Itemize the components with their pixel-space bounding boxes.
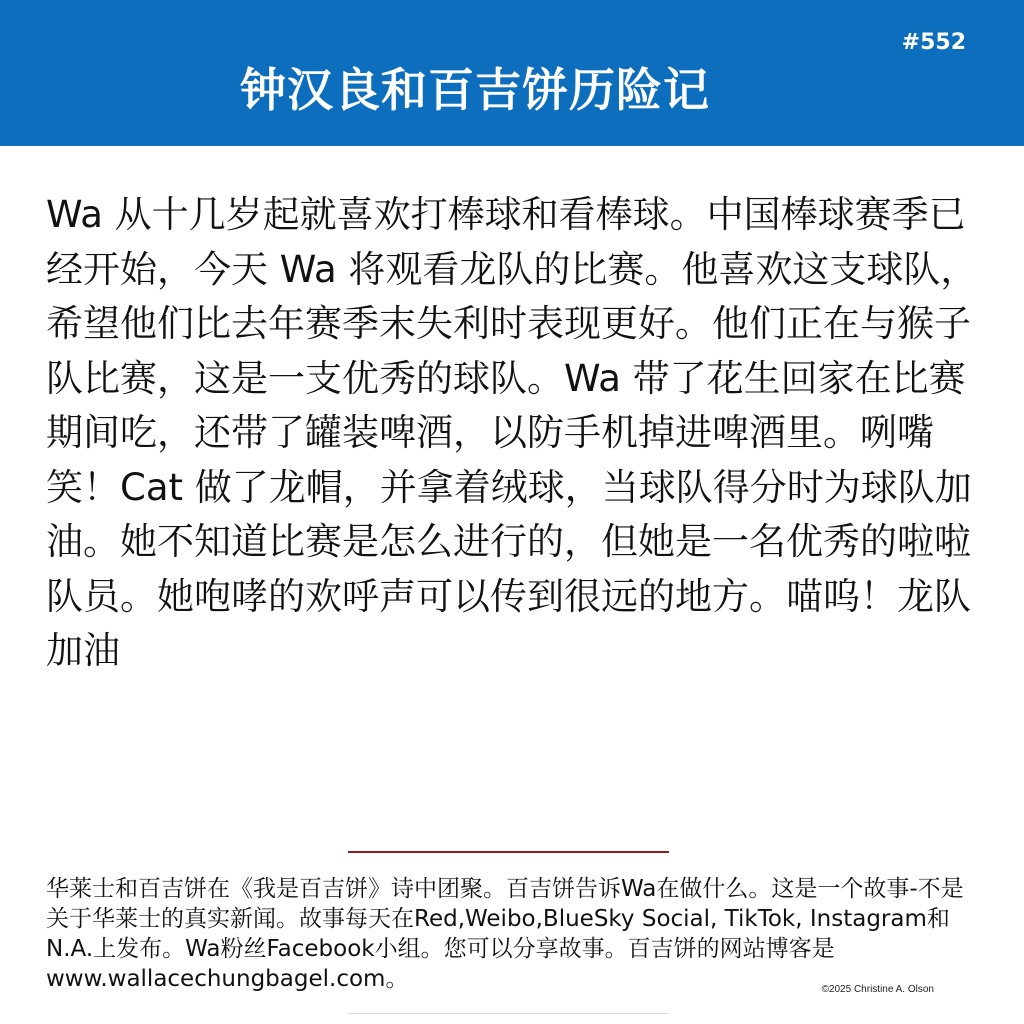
bottom-divider xyxy=(348,1013,669,1014)
footer-note: 华莱士和百吉饼在《我是百吉饼》诗中团聚。百吉饼告诉Wa在做什么。这是一个故事-不是关于华莱士的真实新闻。故事每天在Red,Weibo,BlueSky Social, TikTok, Instagram和N.A.上发布。Wa粉丝Facebook小组。您可以分享故事。百吉饼的网站博客是www.wallacechungbagel.com。 xyxy=(46,876,964,992)
issue-number: #552 xyxy=(901,30,966,55)
copyright-notice: ©2025 Christine A. Olson xyxy=(821,984,934,995)
header-banner xyxy=(0,0,1024,146)
story-text: Wa 从十几岁起就喜欢打棒球和看棒球。中国棒球赛季已经开始，今天 Wa 将观看龙队的比赛。他喜欢这支球队，希望他们比去年赛季末失利时表现更好。他们正在与猴子队比赛，这是一支优秀的球队。Wa 带了花生回家在比赛期间吃，还带了罐装啤酒，以防手机掉进啤酒里。咧嘴笑！Cat 做了龙帽，并拿着绒球，当球队得分时为球队加油。她不知道比赛是怎么进行的，但她是一名优秀的啦啦队员。她咆哮的欢呼声可以传到很远的地方。喵呜！龙队加油 xyxy=(46,193,978,672)
page-title: 钟汉良和百吉饼历险记 xyxy=(240,63,710,117)
footer-divider xyxy=(348,851,669,853)
